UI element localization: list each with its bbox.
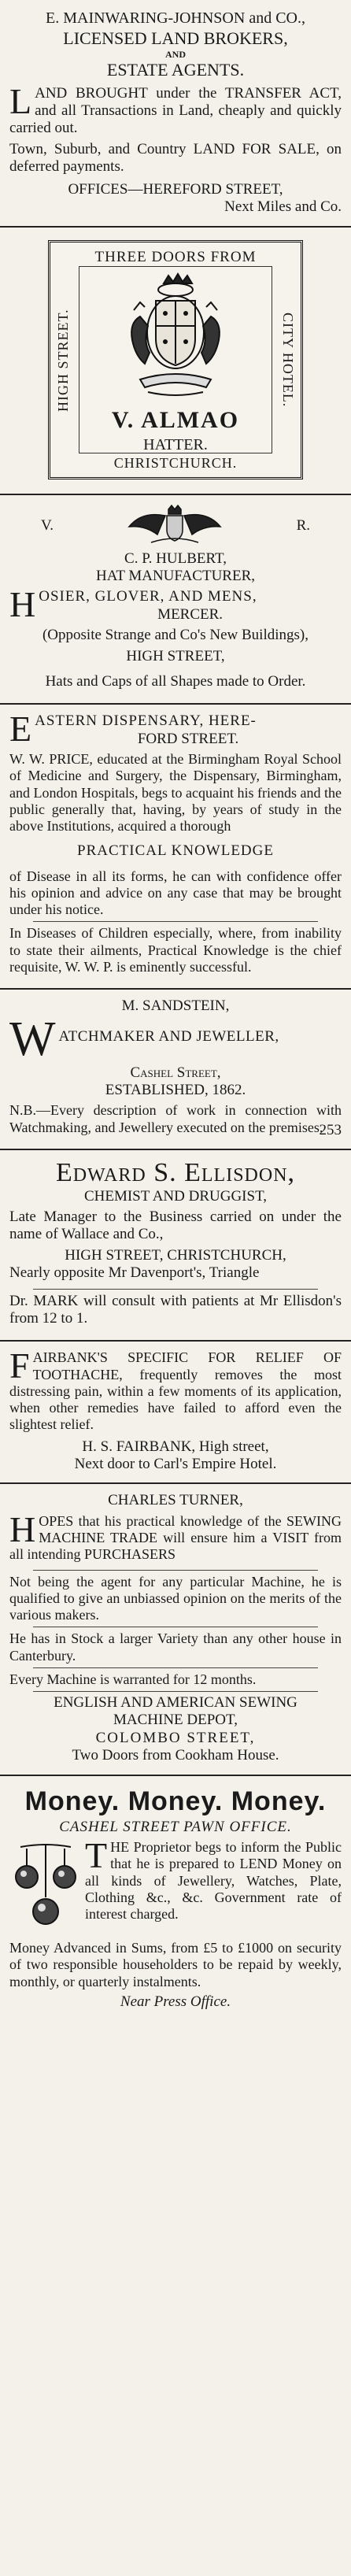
- ad-almao-hatter: [9, 231, 342, 490]
- v-letter: V.: [41, 517, 54, 535]
- dropcap: E: [9, 709, 32, 749]
- depot-line: ENGLISH AND AMERICAN SEWING: [54, 1693, 297, 1711]
- divider: [0, 494, 351, 495]
- ad-fairbank: [9, 1345, 342, 1479]
- ad-paragraph: W. W. PRICE, educated at the Birmingham Royal School of Medicine and Surgery, the Dispensary, Birmingham, and London Hospitals, begs to acquaint his friends and the public generally that, having, by years of study in the above Institutions, acquired a thorough: [9, 751, 342, 835]
- ad-land-brokers: [9, 5, 342, 223]
- divider: [33, 1570, 318, 1571]
- ad-sandstein: [9, 993, 342, 1146]
- royal-arms-icon: [120, 505, 230, 549]
- street-line: Cashel Street,: [130, 1064, 221, 1081]
- depot-line: MACHINE DEPOT,: [113, 1712, 238, 1729]
- frame-top-text: THREE DOORS FROM: [94, 248, 257, 265]
- established-line: ESTABLISHED, 1862.: [105, 1081, 246, 1098]
- firm-name: E. MAINWARING-JOHNSON and CO.,: [46, 9, 305, 27]
- ad-paragraph: Town, Suburb, and Country LAND FOR SALE, on deferred payments.: [9, 140, 342, 176]
- royal-crest-icon: [116, 269, 235, 403]
- divider: [0, 226, 351, 228]
- shop-trade: HATTER.: [143, 435, 208, 453]
- money-heading: Money. Money. Money.: [24, 1786, 327, 1816]
- divider: [33, 921, 318, 922]
- trade-line: ATCHMAKER AND JEWELLER,: [58, 1027, 279, 1045]
- street-line: HIGH STREET, CHRISTCHURCH,: [65, 1246, 286, 1264]
- proprietor-trade: HAT MANUFACTURER,: [96, 567, 255, 584]
- proprietor-name: CHARLES TURNER,: [108, 1492, 243, 1509]
- proprietor-name: M. SANDSTEIN,: [121, 997, 230, 1015]
- ad-number: 253: [319, 1121, 342, 1138]
- divider: [33, 1667, 318, 1668]
- ad-paragraph: HE Proprietor begs to inform the Public that he is prepared to LEND Money on all kinds of Jewellery, Watches, Plate, Clothing &c., &c. Government rate of interest charged.: [85, 1839, 342, 1923]
- divider: [0, 1482, 351, 1484]
- ad-paragraph: OPES that his practical knowledge of the SEWING MACHINE TRADE will ensure him a VISIT from all intending PURCHASERS: [9, 1512, 342, 1563]
- trade-line: OSIER, GLOVER, AND MENS,: [39, 588, 257, 605]
- ad-paragraph: N.B.—Every description of work in connection with Watchmaking, and Jewellery executed on the premises.: [9, 1102, 342, 1135]
- ad-hulbert: [9, 498, 342, 701]
- dropcap: L: [9, 80, 32, 121]
- ad-paragraph: In Diseases of Children especially, where, from inability to state their ailments, Practical Knowledge is the chief requisite, W. W. P. is eminently successful.: [9, 925, 342, 975]
- divider: [0, 1775, 351, 1776]
- r-letter: R.: [296, 517, 310, 535]
- street-line: HIGH STREET,: [126, 647, 225, 664]
- and-word: AND: [165, 48, 186, 60]
- dispensary-head-2: FORD STREET.: [137, 730, 239, 747]
- dispensary-head: ASTERN DISPENSARY, HERE-: [35, 712, 257, 730]
- pawnbroker-balls-icon: [13, 1842, 79, 1937]
- divider: [0, 703, 351, 705]
- address-line: Next door to Carl's Empire Hotel.: [74, 1456, 277, 1473]
- frame-right-text: CITY HOTEL.: [280, 313, 296, 408]
- ad-turner: [9, 1487, 342, 1771]
- almao-frame: [48, 240, 303, 479]
- pawn-office-name: CASHEL STREET PAWN OFFICE.: [59, 1818, 292, 1835]
- frame-left-text: HIGH STREET.: [55, 309, 71, 412]
- ad-ellisdon: [9, 1153, 342, 1337]
- near-line: Nearly opposite Mr Davenport's, Triangle: [9, 1264, 260, 1282]
- divider: [0, 988, 351, 990]
- proprietor-name: H. S. FAIRBANK, High street,: [82, 1438, 269, 1455]
- firm-trade-2: ESTATE AGENTS.: [106, 59, 245, 80]
- ad-paragraph: AIRBANK'S SPECIFIC FOR RELIEF OF TOOTHACHE, frequently removes the most distressing pain, within a few moments of its application, when other remedies have failed to afford even the slightest relief.: [9, 1349, 342, 1433]
- proprietor-name: C. P. HULBERT,: [124, 550, 227, 567]
- depot-line: COLOMBO STREET,: [95, 1729, 256, 1746]
- shop-name: V. ALMAO: [111, 406, 240, 433]
- divider: [33, 1289, 318, 1290]
- ad-paragraph: AND BROUGHT under the TRANSFER ACT, and all Transactions in Land, cheaply and quickly carried out.: [9, 84, 342, 137]
- dropcap: H: [9, 584, 36, 625]
- divider: [33, 1691, 318, 1692]
- frame-bottom-text: CHRISTCHURCH.: [113, 455, 238, 472]
- ad-paragraph: Every Machine is warranted for 12 months.: [9, 1671, 257, 1687]
- firm-trade: LICENSED LAND BROKERS,: [63, 28, 288, 48]
- depot-line: Two Doors from Cookham House.: [72, 1747, 279, 1764]
- ad-paragraph: of Disease in all its forms, he can with confidence offer his opinion and advice on any case that may be brought under his notice.: [9, 868, 342, 918]
- location-note: (Opposite Strange and Co's New Buildings),: [42, 627, 309, 644]
- trade-line-2: MERCER.: [157, 605, 224, 623]
- dropcap: W: [9, 1012, 56, 1066]
- offices-line: OFFICES—HEREFORD STREET,: [68, 180, 283, 198]
- ad-paragraph: Money Advanced in Sums, from £5 to £1000 on security of two responsible householders to be repaid by weekly, monthly, or quarterly instalments.: [9, 1940, 342, 1989]
- ad-paragraph: Late Manager to the Business carried on under the name of Wallace and Co.,: [9, 1208, 342, 1243]
- hats-line: Hats and Caps of all Shapes made to Order.: [45, 672, 306, 690]
- dropcap: H: [9, 1508, 36, 1549]
- dropcap: T: [85, 1835, 108, 1876]
- ad-paragraph: He has in Stock a larger Variety than any other house in Canterbury.: [9, 1630, 342, 1664]
- knowledge-head: PRACTICAL KNOWLEDGE: [77, 842, 274, 860]
- ad-pawn-office: [9, 1779, 342, 2018]
- ad-paragraph: Dr. MARK will consult with patients at Mr Ellisdon's from 12 to 1.: [9, 1292, 342, 1327]
- dropcap: F: [9, 1345, 30, 1386]
- ad-paragraph: Not being the agent for any particular Machine, he is qualified to give an unbiassed opinion on the merits of the various makers.: [9, 1573, 342, 1623]
- divider: [0, 1340, 351, 1342]
- ad-dispensary: [9, 708, 342, 985]
- address-line: Near Press Office.: [120, 1993, 231, 2010]
- proprietor-name: Edward S. Ellisdon,: [55, 1158, 296, 1188]
- address-line: Next Miles and Co.: [224, 198, 342, 216]
- divider: [0, 1149, 351, 1150]
- proprietor-trade: CHEMIST AND DRUGGIST,: [83, 1187, 268, 1205]
